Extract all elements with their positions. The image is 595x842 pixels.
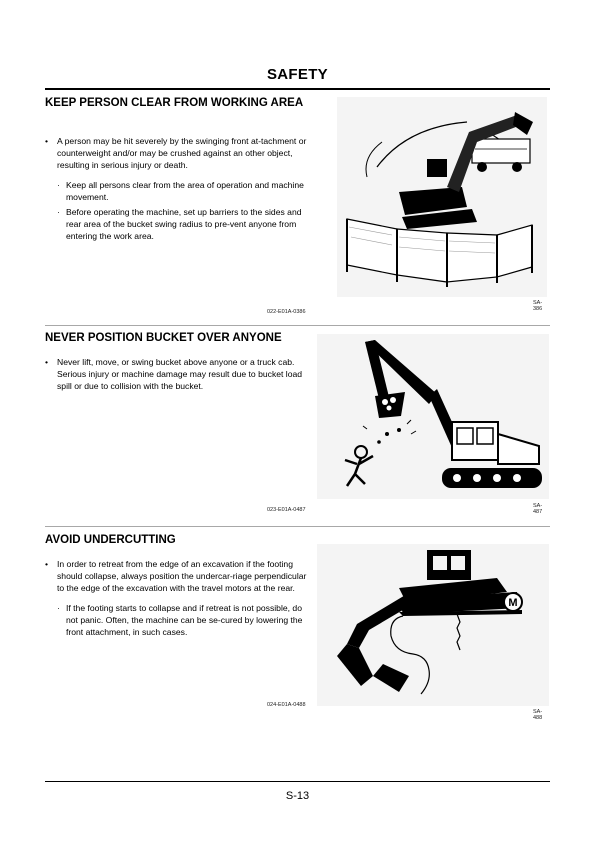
figure-code: SA-487: [533, 503, 543, 515]
undercutting-excavator-illustration: [317, 544, 549, 706]
section-divider: [45, 526, 550, 527]
sub-mark: ·: [57, 603, 60, 613]
document-code: 023-E01A-0487: [267, 507, 306, 513]
section-body: [45, 135, 310, 245]
sub-item: [45, 206, 310, 242]
bullet-text: In order to retreat from the edge of an excavation if the footing should collapse, always position the undercar-riage perpendicular to the edge of the excavation with the travel motors at the rear.: [57, 559, 307, 593]
figure-code: SA-386: [533, 300, 543, 312]
bullet-mark: •: [45, 136, 49, 146]
section-bucket-over-anyone: [45, 332, 550, 522]
document-code: 024-E01A-0488: [267, 702, 306, 708]
bullet-item: [45, 135, 310, 171]
sub-text: Keep all persons clear from the area of operation and machine movement.: [66, 180, 304, 202]
footer-rule: [45, 781, 550, 782]
bullet-item: [45, 356, 310, 392]
sub-text: Before operating the machine, set up barriers to the sides and rear area of the bucket swing radius to pre-vent anyone from entering the work area.: [66, 207, 302, 241]
sub-mark: ·: [57, 207, 60, 217]
section-body: [45, 356, 310, 400]
section-keep-clear: [45, 97, 550, 322]
motor-label: M: [508, 597, 518, 609]
section-heading: NEVER POSITION BUCKET OVER ANYONE: [45, 332, 282, 344]
page-title: SAFETY: [267, 66, 328, 83]
sub-text: If the footing starts to collapse and if retreat is not possible, do not panic. Often, the machine can be se-cured by lowering the front attachment, in such cases.: [66, 603, 303, 637]
header-rule: [45, 88, 550, 90]
excavator-barrier-illustration: [337, 97, 547, 297]
bullet-text-continued: Serious injury or machine damage may result due to bucket load spill or due to collision with the bucket.: [57, 369, 303, 391]
bullet-item: [45, 558, 310, 594]
bucket-over-person-illustration: [317, 334, 549, 499]
section-heading: KEEP PERSON CLEAR FROM WORKING AREA: [45, 97, 304, 109]
bullet-text: A person may be hit severely by the swinging front at-tachment or counterweight and/or may be crushed against an other object, resulting in serious injury or death.: [57, 136, 307, 170]
section-divider: [45, 325, 550, 326]
bullet-text: Never lift, move, or swing bucket above anyone or a truck cab.: [57, 357, 295, 367]
bullet-mark: •: [45, 559, 49, 569]
page-number: S-13: [285, 790, 310, 802]
section-heading: AVOID UNDERCUTTING: [45, 534, 176, 546]
figure-code: SA-488: [533, 709, 543, 721]
sub-mark: ·: [57, 180, 60, 190]
bullet-mark: •: [45, 357, 49, 367]
sub-item: [45, 179, 310, 203]
section-avoid-undercutting: [45, 534, 550, 724]
sub-item: [45, 602, 310, 638]
section-body: [45, 558, 310, 641]
document-code: 022-E01A-0386: [267, 309, 306, 315]
